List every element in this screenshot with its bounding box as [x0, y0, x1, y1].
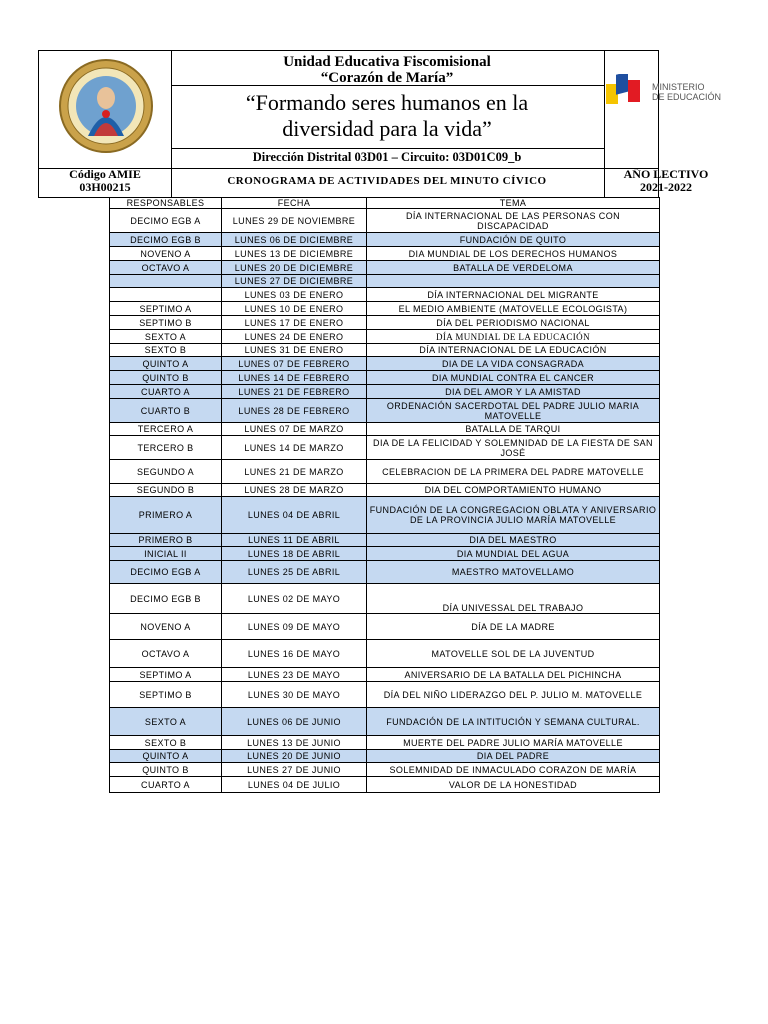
- cell-resp: DECIMO EGB B: [110, 233, 222, 247]
- cell-fecha: LUNES 03 DE ENERO: [222, 288, 367, 302]
- table-row: [110, 330, 660, 344]
- cell-fecha: LUNES 11 DE ABRIL: [222, 534, 367, 547]
- cell-resp: [110, 288, 222, 302]
- school-motto: “Formando seres humanos en la diversidad para la vida”: [245, 90, 529, 141]
- cell-fecha: LUNES 09 DE MAYO: [222, 614, 367, 640]
- cell-resp: SEXTO A: [110, 708, 222, 736]
- cell-tema: DÍA DEL PERIODISMO NACIONAL: [367, 316, 660, 330]
- cell-resp: PRIMERO B: [110, 534, 222, 547]
- cell-fecha: LUNES 27 DE DICIEMBRE: [222, 275, 367, 288]
- cell-tema: CELEBRACION DE LA PRIMERA DEL PADRE MATOVELLE: [367, 460, 660, 484]
- cell-fecha: LUNES 28 DE FEBRERO: [222, 399, 367, 423]
- cell-tema: MAESTRO MATOVELLAMO: [367, 561, 660, 584]
- cell-resp: TERCERO B: [110, 436, 222, 460]
- cell-fecha: LUNES 30 DE MAYO: [222, 682, 367, 708]
- cell-tema: VALOR DE LA HONESTIDAD: [367, 777, 660, 793]
- cell-resp: SEGUNDO B: [110, 484, 222, 497]
- cell-resp: QUINTO A: [110, 750, 222, 763]
- cell-fecha: LUNES 17 DE ENERO: [222, 316, 367, 330]
- cell-fecha: LUNES 20 DE DICIEMBRE: [222, 261, 367, 275]
- cell-tema: [367, 275, 660, 288]
- cell-tema: DÍA INTERNACIONAL DE LA EDUCACIÓN: [367, 344, 660, 357]
- table-row: [110, 484, 660, 497]
- table-row: [110, 668, 660, 682]
- column-header-fecha: FECHA: [222, 198, 367, 209]
- cell-fecha: LUNES 31 DE ENERO: [222, 344, 367, 357]
- table-row: [110, 316, 660, 330]
- cell-resp: SEPTIMO A: [110, 302, 222, 316]
- cell-fecha: LUNES 06 DE JUNIO: [222, 708, 367, 736]
- cell-resp: QUINTO B: [110, 371, 222, 385]
- cell-tema: MUERTE DEL PADRE JULIO MARÍA MATOVELLE: [367, 736, 660, 750]
- cell-resp: NOVENO A: [110, 614, 222, 640]
- cell-tema: DIA MUNDIAL DEL AGUA: [367, 547, 660, 561]
- cell-fecha: LUNES 18 DE ABRIL: [222, 547, 367, 561]
- cell-tema: BATALLA DE TARQUI: [367, 423, 660, 436]
- cell-resp: SEXTO B: [110, 344, 222, 357]
- cell-resp: SEXTO A: [110, 330, 222, 344]
- cell-tema: SOLEMNIDAD DE INMACULADO CORAZON DE MARÍA: [367, 763, 660, 777]
- cell-tema: ANIVERSARIO DE LA BATALLA DEL PICHINCHA: [367, 668, 660, 682]
- cell-fecha: LUNES 14 DE MARZO: [222, 436, 367, 460]
- cell-fecha: LUNES 24 DE ENERO: [222, 330, 367, 344]
- cell-resp: PRIMERO A: [110, 497, 222, 534]
- cell-tema: DIA DEL AMOR Y LA AMISTAD: [367, 385, 660, 399]
- table-row: [110, 247, 660, 261]
- cell-fecha: LUNES 02 DE MAYO: [222, 584, 367, 614]
- table-row: [110, 399, 660, 423]
- ministerio-educacion-logo: [604, 72, 728, 112]
- cell-resp: DECIMO EGB B: [110, 584, 222, 614]
- cell-resp: DECIMO EGB A: [110, 209, 222, 233]
- cell-fecha: LUNES 13 DE JUNIO: [222, 736, 367, 750]
- table-row: [110, 534, 660, 547]
- codigo-amie: Código AMIE 03H00215: [69, 167, 141, 194]
- cell-tema: DIA MUNDIAL DE LOS DERECHOS HUMANOS: [367, 247, 660, 261]
- cell-fecha: LUNES 27 DE JUNIO: [222, 763, 367, 777]
- table-row: [110, 708, 660, 736]
- table-row: [110, 423, 660, 436]
- anio-lectivo: AÑO LECTIVO 2021-2022: [623, 167, 709, 194]
- cell-resp: QUINTO B: [110, 763, 222, 777]
- cell-fecha: LUNES 23 DE MAYO: [222, 668, 367, 682]
- cell-resp: NOVENO A: [110, 247, 222, 261]
- direccion-distrital: Dirección Distrital 03D01 – Circuito: 03D01C09_b: [252, 150, 522, 164]
- cell-fecha: LUNES 20 DE JUNIO: [222, 750, 367, 763]
- table-row: [110, 497, 660, 534]
- document-title: CRONOGRAMA DE ACTIVIDADES DEL MINUTO CÍVICO: [227, 175, 547, 187]
- cell-fecha: LUNES 06 DE DICIEMBRE: [222, 233, 367, 247]
- table-row: [110, 261, 660, 275]
- table-row: [110, 233, 660, 247]
- cell-tema: BATALLA DE VERDELOMA: [367, 261, 660, 275]
- cell-tema: FUNDACIÓN DE QUITO: [367, 233, 660, 247]
- cell-fecha: LUNES 25 DE ABRIL: [222, 561, 367, 584]
- table-row: [110, 288, 660, 302]
- cell-fecha: LUNES 13 DE DICIEMBRE: [222, 247, 367, 261]
- cell-resp: SEPTIMO A: [110, 668, 222, 682]
- cell-tema: DÍA MUNDIAL DE LA EDUCACIÓN: [367, 330, 660, 344]
- cell-fecha: LUNES 21 DE FEBRERO: [222, 385, 367, 399]
- cell-fecha: LUNES 07 DE FEBRERO: [222, 357, 367, 371]
- table-row: [110, 275, 660, 288]
- table-row: [110, 344, 660, 357]
- cell-resp: SEXTO B: [110, 736, 222, 750]
- cell-resp: SEPTIMO B: [110, 682, 222, 708]
- cell-tema: DÍA DEL NIÑO LIDERAZGO DEL P. JULIO M. MATOVELLE: [367, 682, 660, 708]
- cell-resp: TERCERO A: [110, 423, 222, 436]
- table-row: [110, 763, 660, 777]
- table-row: [110, 750, 660, 763]
- cell-resp: CUARTO A: [110, 385, 222, 399]
- cell-fecha: LUNES 07 DE MARZO: [222, 423, 367, 436]
- table-row: [110, 561, 660, 584]
- column-header-responsables: RESPONSABLES: [110, 198, 222, 209]
- table-row: [110, 385, 660, 399]
- table-row: [110, 614, 660, 640]
- school-name: Unidad Educativa Fiscomisional “Corazón de María”: [283, 54, 491, 86]
- cell-fecha: LUNES 21 DE MARZO: [222, 460, 367, 484]
- table-header-row: [110, 198, 660, 209]
- cell-fecha: LUNES 04 DE ABRIL: [222, 497, 367, 534]
- schedule-table: [109, 197, 660, 793]
- table-row: [110, 209, 660, 233]
- cell-tema: DÍA DE LA MADRE: [367, 614, 660, 640]
- cell-tema: DIA DE LA FELICIDAD Y SOLEMNIDAD DE LA FIESTA DE SAN JOSÉ: [367, 436, 660, 460]
- cell-tema: FUNDACIÓN DE LA CONGREGACION OBLATA Y ANIVERSARIO DE LA PROVINCIA JULIO MARÍA MATOVELLE: [367, 497, 660, 534]
- ministry-text: MINISTERIO DE EDUCACIÓN: [652, 82, 722, 102]
- cell-tema: EL MEDIO AMBIENTE (MATOVELLE ECOLOGISTA): [367, 302, 660, 316]
- table-row: [110, 371, 660, 385]
- cell-fecha: LUNES 04 DE JULIO: [222, 777, 367, 793]
- table-row: [110, 436, 660, 460]
- table-row: [110, 357, 660, 371]
- cell-fecha: LUNES 16 DE MAYO: [222, 640, 367, 668]
- cell-tema: DIA DEL COMPORTAMIENTO HUMANO: [367, 484, 660, 497]
- cell-fecha: LUNES 14 DE FEBRERO: [222, 371, 367, 385]
- cell-fecha: LUNES 29 DE NOVIEMBRE: [222, 209, 367, 233]
- cell-tema: DÍA INTERNACIONAL DE LAS PERSONAS CON DISCAPACIDAD: [367, 209, 660, 233]
- cell-tema: DÍA INTERNACIONAL DEL MIGRANTE: [367, 288, 660, 302]
- cell-tema: MATOVELLE SOL DE LA JUVENTUD: [367, 640, 660, 668]
- cell-tema: DIA DEL PADRE: [367, 750, 660, 763]
- cell-resp: OCTAVO A: [110, 640, 222, 668]
- cell-resp: CUARTO B: [110, 399, 222, 423]
- table-row: [110, 460, 660, 484]
- cell-tema: DIA MUNDIAL CONTRA EL CANCER: [367, 371, 660, 385]
- cell-tema: DIA DE LA VIDA CONSAGRADA: [367, 357, 660, 371]
- cell-tema: FUNDACIÓN DE LA INTITUCIÓN Y SEMANA CULTURAL.: [367, 708, 660, 736]
- table-row: [110, 547, 660, 561]
- cell-resp: SEPTIMO B: [110, 316, 222, 330]
- cell-resp: [110, 275, 222, 288]
- cell-resp: OCTAVO A: [110, 261, 222, 275]
- cell-fecha: LUNES 28 DE MARZO: [222, 484, 367, 497]
- cell-resp: DECIMO EGB A: [110, 561, 222, 584]
- table-row: [110, 736, 660, 750]
- cell-resp: CUARTO A: [110, 777, 222, 793]
- table-row: [110, 682, 660, 708]
- column-header-tema: TEMA: [367, 198, 660, 209]
- cell-resp: QUINTO A: [110, 357, 222, 371]
- table-row: [110, 777, 660, 793]
- cell-resp: SEGUNDO A: [110, 460, 222, 484]
- cell-fecha: LUNES 10 DE ENERO: [222, 302, 367, 316]
- cell-tema: ORDENACIÓN SACERDOTAL DEL PADRE JULIO MARIA MATOVELLE: [367, 399, 660, 423]
- table-row: [110, 584, 660, 614]
- table-row: [110, 640, 660, 668]
- cell-tema: DÍA UNIVESSAL DEL TRABAJO: [367, 584, 660, 614]
- cell-tema: DIA DEL MAESTRO: [367, 534, 660, 547]
- school-seal-logo: [58, 58, 154, 154]
- cell-resp: INICIAL II: [110, 547, 222, 561]
- table-row: [110, 302, 660, 316]
